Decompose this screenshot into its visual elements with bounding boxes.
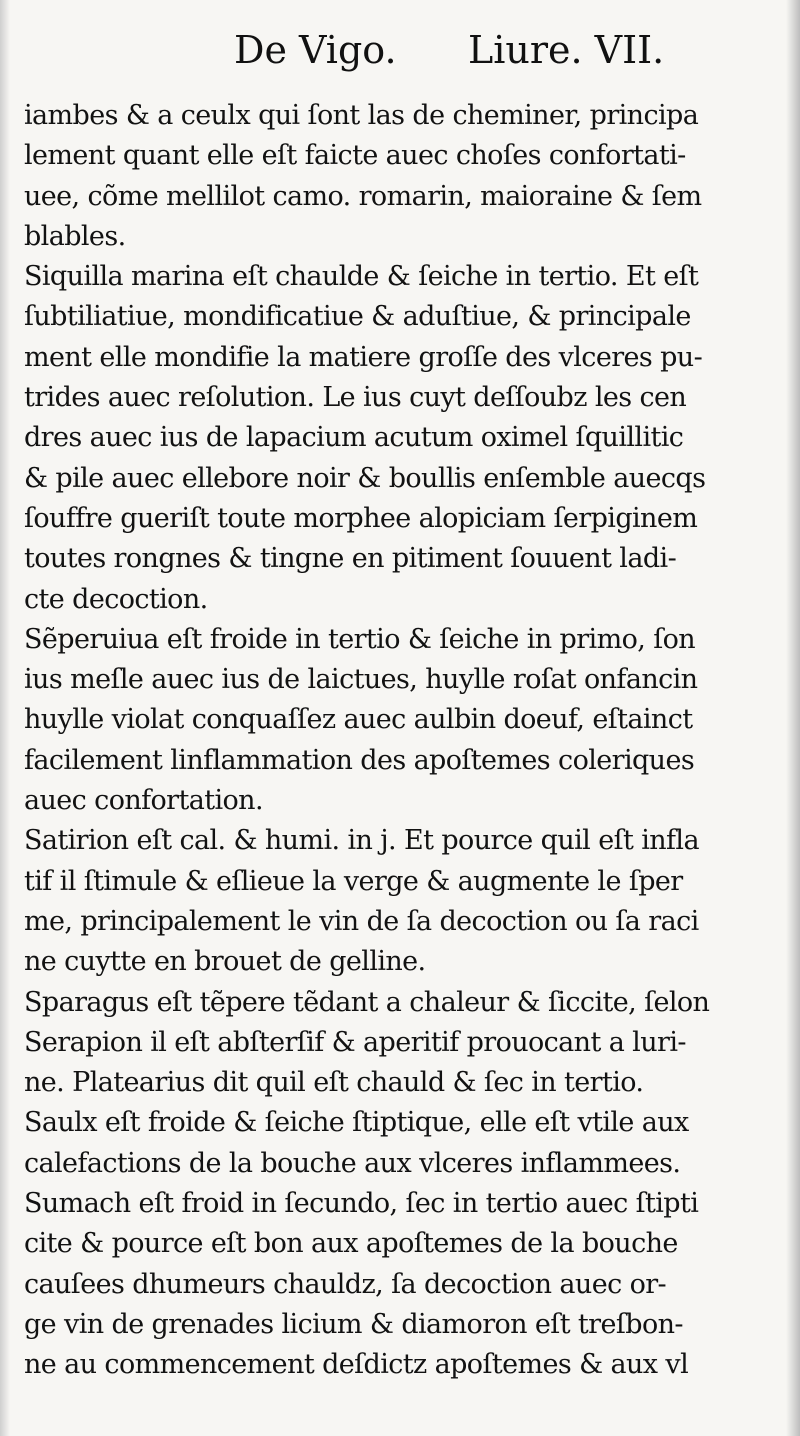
text-line: Saulx eſt froide & ſeiche ſtiptique, elle eſt vtile aux: [24, 1107, 689, 1139]
text-line: & pile auec ellebore noir & boullis enſemble auecqs: [24, 462, 706, 494]
text-line: ſubtiliatiue, mondificatiue & aduſtiue, & principale: [24, 301, 691, 333]
running-head-author: De Vigo.: [234, 28, 397, 72]
text-line: toutes rongnes & tingne en pitiment ſouuent ladi-: [24, 543, 677, 575]
text-line: Satirion eſt cal. & humi. in j. Et pource quil eſt infla: [24, 825, 699, 857]
text-line: cite & pource eſt bon aux apoſtemes de la bouche: [24, 1228, 678, 1260]
text-line: Sẽperuiua eſt froide in tertio & ſeiche in primo, ſon: [24, 623, 696, 655]
text-line: tif il ſtimule & eſlieue la verge & augmente le ſper: [24, 865, 683, 897]
text-line: iambes & a ceulx qui ſont las de cheminer, principa: [24, 100, 699, 131]
text-line: ne cuytte en brouet de gelline.: [24, 946, 426, 978]
text-line: ne au commencement deſdictz apoſtemes & aux vl: [24, 1349, 689, 1381]
text-line: trides auec reſolution. Le ius cuyt deſſoubz les cen: [24, 382, 687, 414]
text-line: facilement linflammation des apoſtemes coleriques: [24, 744, 695, 776]
text-line: ment elle mondifie la matiere groſſe des vlceres pu-: [24, 341, 703, 373]
text-line: auec confortation.: [24, 785, 263, 817]
body-text: [24, 96, 776, 1386]
text-line: ius meſle auec ius de laictues, huylle roſat onfancin: [24, 664, 698, 696]
text-line: calefactions de la bouche aux vlceres inflammees.: [24, 1147, 681, 1179]
text-line: huylle violat conquaſſez auec aulbin doeuf, eſtainct: [24, 704, 693, 736]
running-head-book: Liure. VII.: [468, 28, 665, 72]
text-line: Serapion il eſt abſterſif & aperitif prouocant a luri-: [24, 1026, 686, 1058]
text-line: ne. Platearius dit quil eſt chauld & ſec in tertio.: [24, 1067, 644, 1099]
text-line: Sparagus eſt tẽpere tẽdant a chaleur & ſiccite, ſelon: [24, 986, 710, 1018]
text-line: uee, cõme mellilot camo. romarin, maioraine & ſem: [24, 180, 702, 212]
text-line: Siquilla marina eſt chaulde & ſeiche in tertio. Et eſt: [24, 261, 699, 293]
text-line: Sumach eſt froid in ſecundo, ſec in tertio auec ſtipti: [24, 1188, 699, 1220]
running-head: [0, 28, 800, 78]
text-line: ſouffre gueriſt toute morphee alopiciam ſerpiginem: [24, 502, 698, 534]
text-line: cte decoction.: [24, 583, 208, 615]
text-line: lement quant elle eſt faicte auec choſes confortati-: [24, 140, 686, 172]
text-line: blables.: [24, 220, 126, 252]
text-line: me, principalement le vin de ſa decoction ou ſa raci: [24, 905, 699, 937]
text-line: ge vin de grenades licium & diamoron eſt treſbon-: [24, 1308, 683, 1340]
text-line: dres auec ius de lapacium acutum oximel ſquillitic: [24, 422, 684, 454]
text-line: cauſees dhumeurs chauldz, ſa decoction auec or-: [24, 1268, 667, 1300]
